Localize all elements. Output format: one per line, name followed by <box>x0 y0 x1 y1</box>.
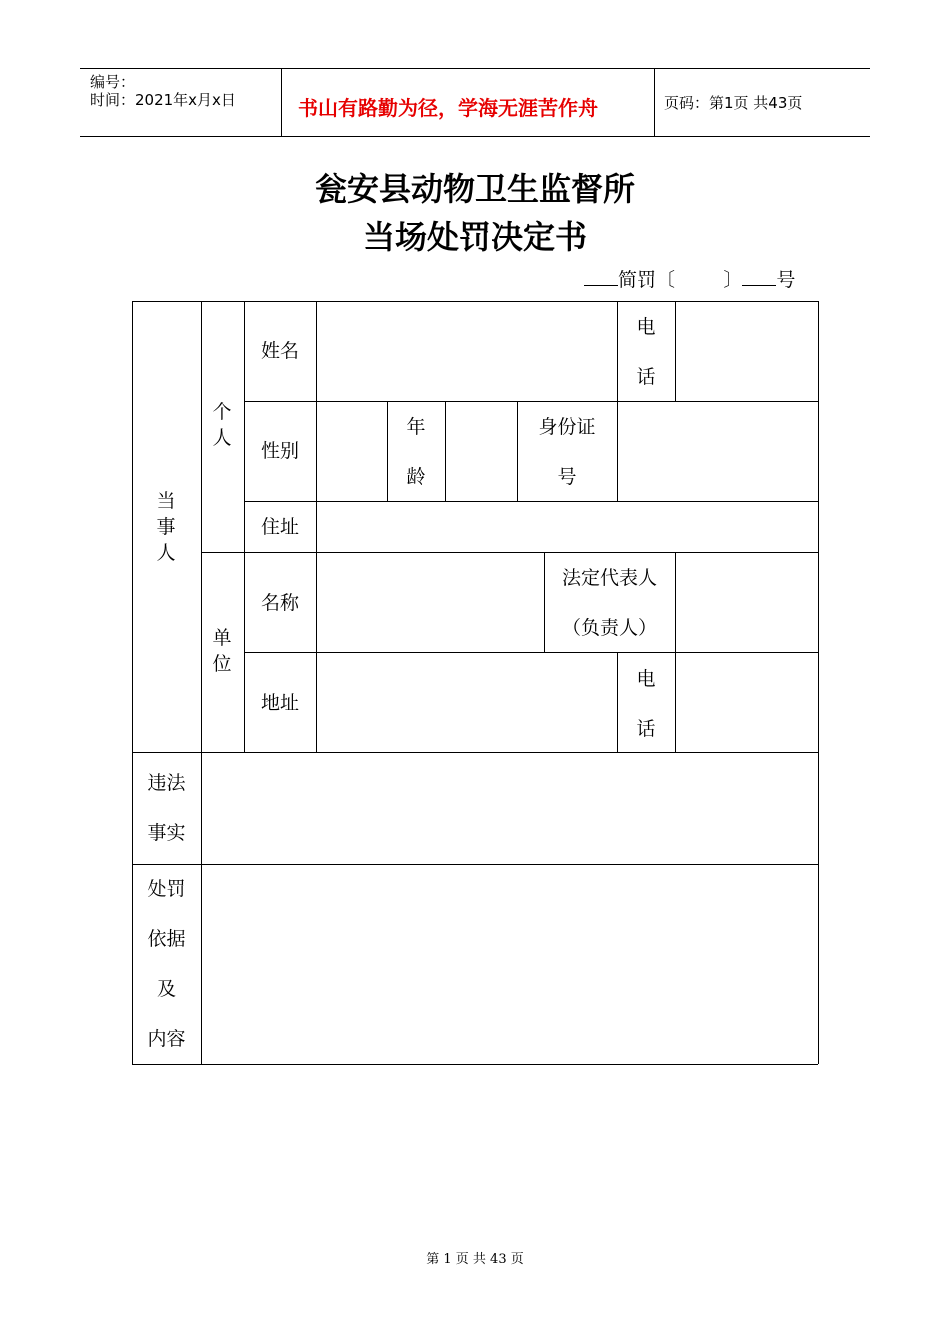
basis-label-line4: 内容 <box>147 1028 186 1050</box>
age-field[interactable] <box>446 402 516 500</box>
basis-label-line2: 依据 <box>147 928 186 950</box>
unit-address-field[interactable] <box>317 653 616 751</box>
unit-name-field[interactable] <box>317 553 543 651</box>
header-top-rule <box>80 68 870 69</box>
phone-label-char2: 话 <box>636 366 656 388</box>
basis-label-line3: 及 <box>156 978 176 1000</box>
unit-address-label: 地址 <box>260 692 299 714</box>
facts-label-line1: 违法 <box>147 772 186 794</box>
doc-number-middle: 简罚〔 〕 <box>618 269 743 291</box>
id-number-field[interactable] <box>618 402 817 500</box>
unit-phone-label-char2: 话 <box>636 718 656 740</box>
unit-label: 单位 <box>212 627 232 675</box>
address-field[interactable] <box>317 502 817 551</box>
name-field[interactable] <box>317 302 616 400</box>
age-label-char2: 龄 <box>406 466 426 488</box>
individual-label: 个人 <box>212 401 232 449</box>
party-label: 当事人 <box>156 490 176 564</box>
doc-number-suffix: 号 <box>776 269 796 291</box>
page-footer: 第 1 页 共 43 页 <box>426 1252 524 1267</box>
unit-phone-field[interactable] <box>676 653 817 751</box>
legal-rep-field[interactable] <box>676 553 817 651</box>
header-divider-left <box>281 68 282 136</box>
gender-label: 性别 <box>260 440 299 462</box>
grid-line <box>818 301 819 1064</box>
id-number-label-line1: 身份证 <box>538 416 596 438</box>
legal-rep-label-line1: 法定代表人 <box>561 567 657 589</box>
doc-number-blank-1[interactable] <box>584 267 618 286</box>
header-number-label: 编号： <box>90 73 136 91</box>
legal-rep-label-line2: （负责人） <box>561 617 657 639</box>
gender-field[interactable] <box>317 402 386 500</box>
document-number <box>584 265 795 292</box>
header-time-label: 时间：2021年x月x日 <box>90 91 236 109</box>
document-title-line2: 当场处罚决定书 <box>362 218 587 256</box>
header-divider-right <box>654 68 655 136</box>
address-label: 住址 <box>260 516 299 538</box>
unit-name-label: 名称 <box>260 592 299 614</box>
facts-field[interactable] <box>202 753 817 863</box>
doc-number-blank-2[interactable] <box>742 267 776 286</box>
phone-field[interactable] <box>676 302 817 400</box>
document-title-line1: 瓮安县动物卫生监督所 <box>314 170 635 208</box>
header-motto: 书山有路勤为径，学海无涯苦作舟 <box>298 96 598 120</box>
phone-label-char1: 电 <box>636 316 656 338</box>
header-bottom-rule <box>80 136 870 137</box>
facts-label-line2: 事实 <box>147 822 186 844</box>
basis-label-line1: 处罚 <box>147 878 186 900</box>
basis-field[interactable] <box>202 865 817 1063</box>
grid-line <box>132 1064 818 1065</box>
id-number-label-line2: 号 <box>557 466 577 488</box>
age-label-char1: 年 <box>406 416 426 438</box>
unit-phone-label-char1: 电 <box>636 668 656 690</box>
header-page-info: 页码：第1页 共43页 <box>664 94 803 112</box>
name-label: 姓名 <box>260 340 299 362</box>
